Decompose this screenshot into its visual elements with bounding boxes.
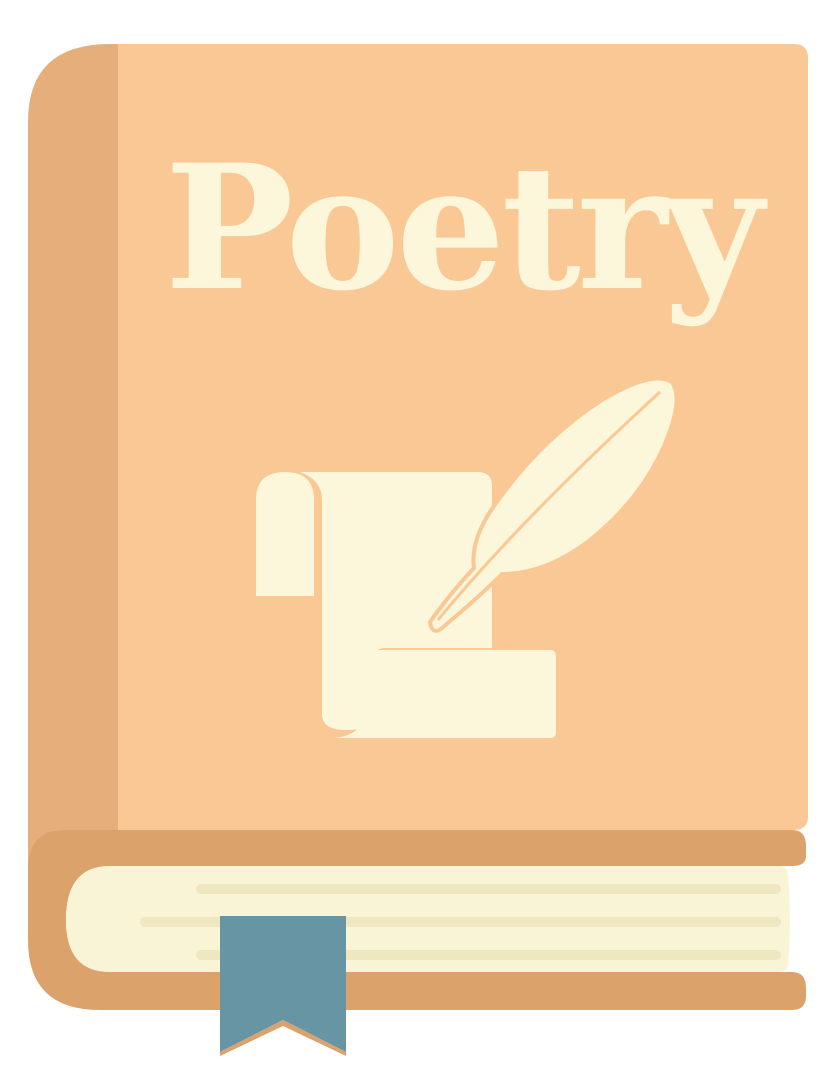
page-line [196, 884, 781, 894]
bookmark-ribbon-icon [220, 916, 346, 1052]
book-title: Poetry [164, 126, 760, 329]
book-spine [28, 44, 118, 870]
